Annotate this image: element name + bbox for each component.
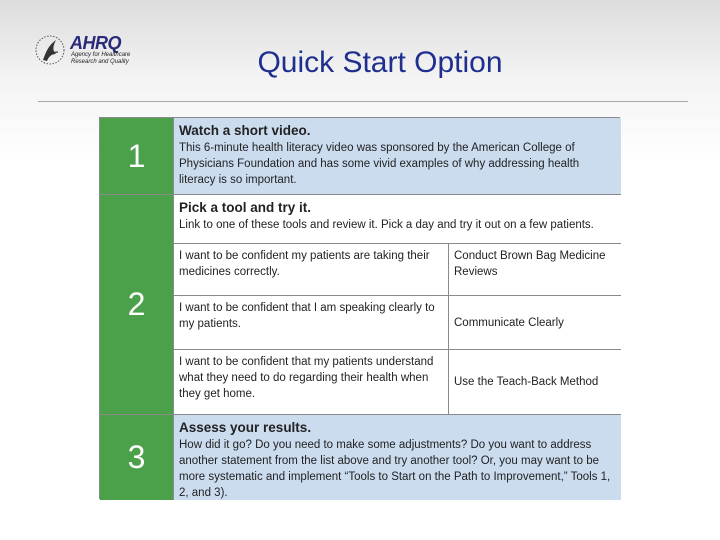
step-1-text: This 6-minute health literacy video was sponsored by the American College of Physicians Foundation and has some vivid examples of why addressing health literacy is so important. xyxy=(179,142,580,186)
step-2-heading: Pick a tool and try it. xyxy=(179,200,312,215)
step-3-cell xyxy=(173,415,621,500)
step-2-text: Link to one of these tools and review it. Pick a day and try it out on a few patients. xyxy=(179,219,594,231)
step-2-cell xyxy=(173,195,621,244)
step-number-1: 1 xyxy=(100,118,173,195)
statement-text: I want to be confident my patients are taking their medicines correctly. xyxy=(179,250,430,278)
step-1-cell xyxy=(173,118,621,195)
title-divider xyxy=(38,101,688,102)
step-3-heading: Assess your results. xyxy=(179,420,312,435)
statement-cell xyxy=(173,350,448,415)
step-1-heading: Watch a short video. xyxy=(179,123,311,138)
tool-cell xyxy=(448,244,621,296)
statement-cell xyxy=(173,296,448,350)
ahrq-wordmark: AHRQ xyxy=(70,33,121,53)
step-number-3: 3 xyxy=(100,415,173,500)
statement-text: I want to be confident that my patients understand what they need to do regarding their health when they get home. xyxy=(179,356,434,400)
step-number-2: 2 xyxy=(100,195,173,415)
tool-text: Conduct Brown Bag Medicine Reviews xyxy=(454,250,606,278)
tool-text: Use the Teach-Back Method xyxy=(454,376,599,388)
statement-text: I want to be confident that I am speaking clearly to my patients. xyxy=(179,302,435,330)
statement-cell xyxy=(173,244,448,296)
tool-cell xyxy=(448,350,621,415)
agency-line-1: Agency for Healthcare xyxy=(71,52,131,58)
tool-cell xyxy=(448,296,621,350)
agency-line-2: Research and Quality xyxy=(71,59,129,65)
step-3-text: How did it go? Do you need to make some adjustments? Do you want to address another statement from the list above and try another tool? Or, you may want to be more systematic and implement “Tools to Start on the Path to Improvement,” Tools 1, 2, and 3). xyxy=(179,439,611,499)
quick-start-table xyxy=(99,117,620,499)
tool-text: Communicate Clearly xyxy=(454,316,564,329)
page-title: Quick Start Option xyxy=(257,46,503,79)
